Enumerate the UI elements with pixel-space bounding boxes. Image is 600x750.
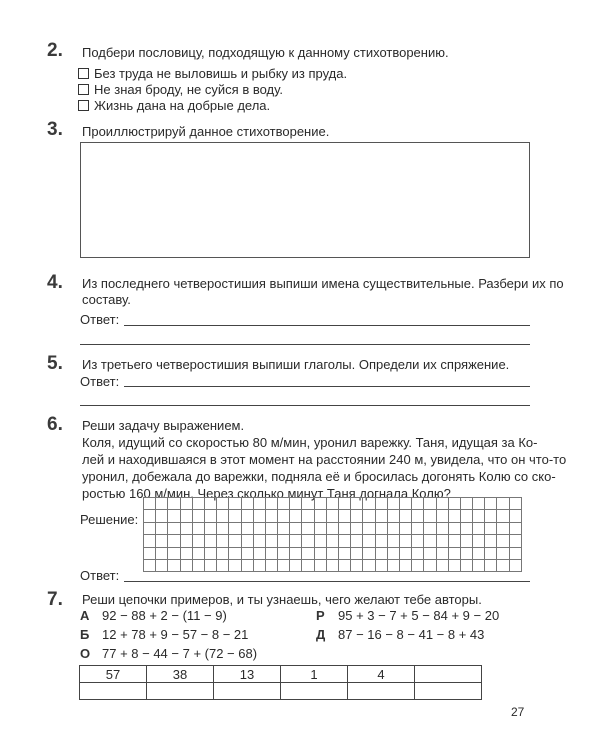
- chain-r: [316, 608, 499, 623]
- grid-cell[interactable]: [424, 523, 436, 535]
- grid-cell[interactable]: [278, 510, 290, 522]
- grid-cell[interactable]: [254, 535, 266, 547]
- grid-cell[interactable]: [193, 498, 205, 510]
- grid-row: [144, 535, 522, 547]
- chain-letter: Б: [80, 627, 90, 642]
- grid-cell[interactable]: [412, 510, 424, 522]
- grid-cell[interactable]: [351, 535, 363, 547]
- grid-cell[interactable]: [205, 523, 217, 535]
- grid-cell[interactable]: [168, 523, 180, 535]
- grid-cell[interactable]: [205, 560, 217, 572]
- chain-b: [80, 627, 248, 642]
- grid-cell[interactable]: [510, 548, 522, 560]
- grid-cell[interactable]: [302, 535, 314, 547]
- grid-cell[interactable]: [363, 523, 375, 535]
- proverb-option-2[interactable]: [78, 81, 283, 97]
- grid-cell[interactable]: [266, 498, 278, 510]
- grid-cell[interactable]: [217, 523, 229, 535]
- grid-cell[interactable]: [497, 560, 509, 572]
- chain-letter: Р: [316, 608, 325, 623]
- grid-cell[interactable]: [424, 560, 436, 572]
- grid-cell[interactable]: [412, 548, 424, 560]
- grid-cell[interactable]: [449, 510, 461, 522]
- page-number: 27: [511, 705, 525, 719]
- grid-cell[interactable]: [254, 523, 266, 535]
- task-6-text-line1: Реши задачу выражением.: [82, 418, 245, 433]
- task-2-text: Подбери пословицу, подходящую к данному стихотворению.: [82, 45, 449, 60]
- chain-a: [80, 608, 227, 623]
- grid-cell[interactable]: [156, 523, 168, 535]
- grid-cell[interactable]: [181, 498, 193, 510]
- solution-grid[interactable]: [143, 497, 522, 572]
- grid-cell[interactable]: [339, 560, 351, 572]
- answer-number-cell: 57: [80, 666, 147, 683]
- grid-cell[interactable]: [388, 523, 400, 535]
- grid-cell[interactable]: [510, 498, 522, 510]
- answer-row-numbers: [80, 666, 482, 683]
- answer-letter-cell[interactable]: [214, 683, 281, 700]
- grid-cell[interactable]: [302, 548, 314, 560]
- grid-cell[interactable]: [144, 548, 156, 560]
- grid-row: [144, 548, 522, 560]
- answer-number-cell: 1: [281, 666, 348, 683]
- task-3-number: 3.: [47, 119, 63, 140]
- grid-cell[interactable]: [242, 498, 254, 510]
- grid-cell[interactable]: [278, 535, 290, 547]
- grid-cell[interactable]: [424, 510, 436, 522]
- answer-number-cell: 38: [147, 666, 214, 683]
- grid-cell[interactable]: [449, 498, 461, 510]
- grid-cell[interactable]: [181, 510, 193, 522]
- grid-cell[interactable]: [400, 523, 412, 535]
- grid-cell[interactable]: [339, 548, 351, 560]
- grid-cell[interactable]: [473, 523, 485, 535]
- grid-cell[interactable]: [473, 535, 485, 547]
- task-6-text-line4: уронил, добежала до варежки, подняла её и бросилась догонять Колю со ско-: [82, 469, 556, 484]
- answer-line[interactable]: [124, 325, 530, 326]
- grid-cell[interactable]: [156, 498, 168, 510]
- grid-cell[interactable]: [473, 560, 485, 572]
- grid-cell[interactable]: [449, 560, 461, 572]
- task-5-answer-label: Ответ:: [80, 374, 120, 389]
- grid-cell[interactable]: [327, 548, 339, 560]
- grid-cell[interactable]: [205, 498, 217, 510]
- grid-cell[interactable]: [376, 548, 388, 560]
- grid-cell[interactable]: [290, 523, 302, 535]
- grid-cell[interactable]: [217, 548, 229, 560]
- grid-cell[interactable]: [327, 523, 339, 535]
- grid-cell[interactable]: [156, 560, 168, 572]
- grid-cell[interactable]: [400, 498, 412, 510]
- grid-cell[interactable]: [205, 548, 217, 560]
- task-6-answer-label: Ответ:: [80, 568, 120, 583]
- chain-expression: 95 + 3 − 7 + 5 − 84 + 9 − 20: [338, 608, 500, 623]
- grid-cell[interactable]: [485, 510, 497, 522]
- task-4-answer-label: Ответ:: [80, 312, 120, 327]
- chain-d: [316, 627, 484, 642]
- grid-cell[interactable]: [449, 548, 461, 560]
- grid-cell[interactable]: [327, 560, 339, 572]
- grid-cell[interactable]: [461, 535, 473, 547]
- grid-cell[interactable]: [351, 510, 363, 522]
- task-4-text-line1: Из последнего четверостишия выпиши имена существительные. Разбери их по: [82, 276, 564, 291]
- grid-cell[interactable]: [363, 560, 375, 572]
- grid-cell[interactable]: [278, 548, 290, 560]
- proverb-option-1[interactable]: [78, 65, 347, 81]
- grid-cell[interactable]: [315, 498, 327, 510]
- grid-cell[interactable]: [327, 510, 339, 522]
- grid-cell[interactable]: [485, 498, 497, 510]
- grid-cell[interactable]: [144, 498, 156, 510]
- grid-cell[interactable]: [388, 560, 400, 572]
- grid-cell[interactable]: [497, 498, 509, 510]
- grid-cell[interactable]: [217, 498, 229, 510]
- grid-cell[interactable]: [363, 548, 375, 560]
- grid-cell[interactable]: [290, 498, 302, 510]
- grid-cell[interactable]: [437, 535, 449, 547]
- grid-cell[interactable]: [315, 535, 327, 547]
- grid-cell[interactable]: [363, 498, 375, 510]
- grid-cell[interactable]: [473, 548, 485, 560]
- grid-cell[interactable]: [290, 560, 302, 572]
- grid-cell[interactable]: [461, 510, 473, 522]
- grid-cell[interactable]: [242, 535, 254, 547]
- checkbox[interactable]: [78, 68, 89, 79]
- grid-cell[interactable]: [168, 498, 180, 510]
- grid-cell[interactable]: [424, 548, 436, 560]
- grid-cell[interactable]: [412, 535, 424, 547]
- grid-cell[interactable]: [254, 510, 266, 522]
- grid-cell[interactable]: [278, 560, 290, 572]
- grid-cell[interactable]: [193, 548, 205, 560]
- grid-cell[interactable]: [461, 548, 473, 560]
- grid-cell[interactable]: [242, 523, 254, 535]
- grid-cell[interactable]: [315, 548, 327, 560]
- grid-cell[interactable]: [485, 548, 497, 560]
- grid-cell[interactable]: [193, 523, 205, 535]
- grid-cell[interactable]: [497, 510, 509, 522]
- chain-o: [80, 646, 257, 661]
- grid-cell[interactable]: [242, 560, 254, 572]
- grid-cell[interactable]: [193, 510, 205, 522]
- grid-cell[interactable]: [181, 560, 193, 572]
- grid-cell[interactable]: [290, 548, 302, 560]
- chain-expression: 12 + 78 + 9 − 57 − 8 − 21: [102, 627, 249, 642]
- grid-cell[interactable]: [510, 523, 522, 535]
- task-4-number: 4.: [47, 272, 63, 293]
- grid-cell[interactable]: [193, 535, 205, 547]
- answer-letter-cell[interactable]: [348, 683, 415, 700]
- grid-cell[interactable]: [290, 535, 302, 547]
- grid-cell[interactable]: [254, 560, 266, 572]
- task-5-number: 5.: [47, 353, 63, 374]
- answer-letter-cell[interactable]: [80, 683, 147, 700]
- answer-line[interactable]: [80, 405, 530, 406]
- grid-cell[interactable]: [363, 535, 375, 547]
- grid-cell[interactable]: [229, 498, 241, 510]
- answer-number-cell: 13: [214, 666, 281, 683]
- chain-letter: А: [80, 608, 90, 623]
- task-4-text-line2: составу.: [82, 292, 131, 307]
- chain-letter: Д: [316, 627, 326, 642]
- grid-cell[interactable]: [266, 523, 278, 535]
- proverb-option-3[interactable]: [78, 97, 270, 113]
- grid-cell[interactable]: [229, 560, 241, 572]
- grid-cell[interactable]: [351, 548, 363, 560]
- grid-cell[interactable]: [497, 535, 509, 547]
- grid-cell[interactable]: [388, 498, 400, 510]
- proverb-option-label: Без труда не выловишь и рыбку из пруда.: [94, 65, 348, 81]
- grid-cell[interactable]: [412, 498, 424, 510]
- proverb-option-label: Жизнь дана на добрые дела.: [94, 97, 271, 113]
- grid-cell[interactable]: [437, 498, 449, 510]
- grid-row: [144, 498, 522, 510]
- task-5-text: Из третьего четверостишия выпиши глаголы. Определи их спряжение.: [82, 357, 510, 372]
- grid-row: [144, 560, 522, 572]
- grid-cell[interactable]: [181, 523, 193, 535]
- grid-cell[interactable]: [327, 498, 339, 510]
- grid-cell[interactable]: [437, 523, 449, 535]
- grid-cell[interactable]: [156, 510, 168, 522]
- answer-line[interactable]: [124, 386, 530, 387]
- grid-cell[interactable]: [327, 535, 339, 547]
- grid-cell[interactable]: [449, 523, 461, 535]
- grid-cell[interactable]: [266, 510, 278, 522]
- grid-cell[interactable]: [278, 498, 290, 510]
- grid-cell[interactable]: [339, 510, 351, 522]
- grid-cell[interactable]: [168, 548, 180, 560]
- grid-cell[interactable]: [400, 548, 412, 560]
- grid-cell[interactable]: [266, 548, 278, 560]
- grid-cell[interactable]: [497, 548, 509, 560]
- answer-letter-cell[interactable]: [147, 683, 214, 700]
- grid-cell[interactable]: [485, 560, 497, 572]
- grid-cell[interactable]: [376, 535, 388, 547]
- grid-cell[interactable]: [497, 523, 509, 535]
- grid-cell[interactable]: [193, 560, 205, 572]
- grid-cell[interactable]: [290, 510, 302, 522]
- grid-cell[interactable]: [339, 535, 351, 547]
- grid-cell[interactable]: [351, 498, 363, 510]
- proverb-option-label: Не зная броду, не суйся в воду.: [94, 81, 283, 97]
- grid-cell[interactable]: [181, 535, 193, 547]
- grid-cell[interactable]: [254, 548, 266, 560]
- grid-cell[interactable]: [412, 523, 424, 535]
- grid-cell[interactable]: [388, 535, 400, 547]
- grid-cell[interactable]: [217, 510, 229, 522]
- grid-cell[interactable]: [437, 560, 449, 572]
- task-6-text-line5: ростью 160 м/мин. Через сколько минут Таня догнала Колю?: [82, 486, 451, 501]
- grid-cell[interactable]: [278, 523, 290, 535]
- grid-cell[interactable]: [168, 510, 180, 522]
- grid-cell[interactable]: [217, 560, 229, 572]
- grid-cell[interactable]: [205, 535, 217, 547]
- grid-cell[interactable]: [437, 510, 449, 522]
- grid-cell[interactable]: [181, 548, 193, 560]
- grid-cell[interactable]: [144, 535, 156, 547]
- grid-cell[interactable]: [412, 560, 424, 572]
- grid-cell[interactable]: [168, 535, 180, 547]
- grid-cell[interactable]: [461, 523, 473, 535]
- grid-cell[interactable]: [229, 510, 241, 522]
- grid-cell[interactable]: [315, 560, 327, 572]
- grid-row: [144, 510, 522, 522]
- answer-letter-cell[interactable]: [415, 683, 482, 700]
- grid-cell[interactable]: [388, 510, 400, 522]
- grid-cell[interactable]: [473, 510, 485, 522]
- grid-cell[interactable]: [485, 535, 497, 547]
- answer-line[interactable]: [80, 344, 530, 345]
- answer-table: [79, 665, 482, 700]
- grid-row: [144, 523, 522, 535]
- task-6-text-line2: Коля, идущий со скоростью 80 м/мин, уронил варежку. Таня, идущая за Ко-: [82, 435, 538, 450]
- grid-cell[interactable]: [229, 523, 241, 535]
- grid-cell[interactable]: [363, 510, 375, 522]
- task-6-solution-label: Решение:: [80, 512, 139, 527]
- grid-cell[interactable]: [510, 510, 522, 522]
- task-6-number: 6.: [47, 414, 63, 435]
- grid-cell[interactable]: [376, 510, 388, 522]
- grid-cell[interactable]: [437, 548, 449, 560]
- grid-cell[interactable]: [144, 510, 156, 522]
- grid-cell[interactable]: [351, 523, 363, 535]
- grid-cell[interactable]: [339, 523, 351, 535]
- grid-cell[interactable]: [254, 498, 266, 510]
- grid-cell[interactable]: [473, 498, 485, 510]
- grid-cell[interactable]: [400, 535, 412, 547]
- task-2-number: 2.: [47, 40, 63, 61]
- grid-cell[interactable]: [400, 560, 412, 572]
- grid-cell[interactable]: [168, 560, 180, 572]
- chain-expression: 77 + 8 − 44 − 7 + (72 − 68): [102, 646, 258, 661]
- answer-letter-cell[interactable]: [281, 683, 348, 700]
- grid-cell[interactable]: [510, 560, 522, 572]
- grid-cell[interactable]: [388, 548, 400, 560]
- task-7-text: Реши цепочки примеров, и ты узнаешь, чего желают тебе авторы.: [82, 592, 482, 607]
- chain-letter: О: [80, 646, 91, 661]
- grid-cell[interactable]: [302, 510, 314, 522]
- checkbox[interactable]: [78, 84, 89, 95]
- grid-cell[interactable]: [156, 535, 168, 547]
- answer-number-cell: 4: [348, 666, 415, 683]
- chain-expression: 92 − 88 + 2 − (11 − 9): [102, 608, 227, 623]
- grid-cell[interactable]: [315, 510, 327, 522]
- grid-cell[interactable]: [144, 523, 156, 535]
- answer-line[interactable]: [124, 581, 530, 582]
- grid-cell[interactable]: [376, 498, 388, 510]
- grid-cell[interactable]: [266, 535, 278, 547]
- grid-cell[interactable]: [266, 560, 278, 572]
- grid-cell[interactable]: [302, 523, 314, 535]
- grid-cell[interactable]: [376, 560, 388, 572]
- grid-cell[interactable]: [424, 535, 436, 547]
- grid-cell[interactable]: [156, 548, 168, 560]
- answer-number-cell: [415, 666, 482, 683]
- grid-cell[interactable]: [376, 523, 388, 535]
- grid-cell[interactable]: [485, 523, 497, 535]
- grid-cell[interactable]: [351, 560, 363, 572]
- grid-cell[interactable]: [315, 523, 327, 535]
- grid-cell[interactable]: [461, 560, 473, 572]
- answer-row-letters: [80, 683, 482, 700]
- grid-cell[interactable]: [461, 498, 473, 510]
- task-7-number: 7.: [47, 589, 63, 610]
- grid-cell[interactable]: [302, 498, 314, 510]
- grid-cell[interactable]: [205, 510, 217, 522]
- grid-cell[interactable]: [339, 498, 351, 510]
- grid-cell[interactable]: [229, 535, 241, 547]
- illustration-box[interactable]: [80, 142, 530, 258]
- grid-cell[interactable]: [510, 535, 522, 547]
- grid-cell[interactable]: [449, 535, 461, 547]
- checkbox[interactable]: [78, 100, 89, 111]
- task-3-text: Проиллюстрируй данное стихотворение.: [82, 124, 330, 139]
- grid-cell[interactable]: [302, 560, 314, 572]
- grid-cell[interactable]: [400, 510, 412, 522]
- grid-cell[interactable]: [229, 548, 241, 560]
- chain-expression: 87 − 16 − 8 − 41 − 8 + 43: [338, 627, 485, 642]
- grid-cell[interactable]: [242, 548, 254, 560]
- grid-cell[interactable]: [424, 498, 436, 510]
- grid-cell[interactable]: [144, 560, 156, 572]
- grid-cell[interactable]: [217, 535, 229, 547]
- task-6-text-line3: лей и находившаяся в этот момент на расстоянии 240 м, увидела, что он что-то: [82, 452, 567, 467]
- grid-cell[interactable]: [242, 510, 254, 522]
